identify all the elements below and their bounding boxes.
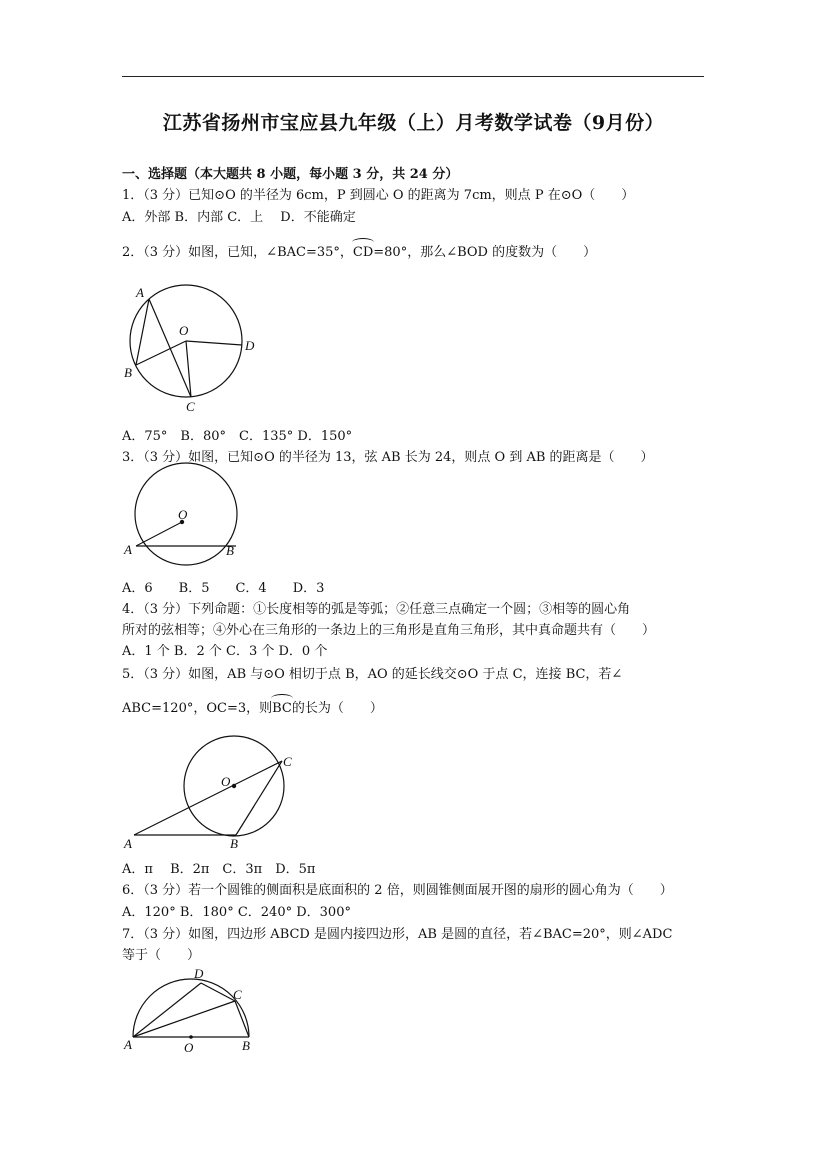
header-rule: [122, 76, 704, 77]
q7-stem-line1: 7．（3 分）如图，四边形 ABCD 是圆内接四边形，AB 是圆的直径，若∠BAC=20°，则∠ADC: [122, 927, 673, 942]
q2-chord-ab: [136, 299, 149, 365]
q7-label-d: D: [194, 966, 204, 981]
q2-label-c: C: [186, 399, 195, 414]
q2-label-a: A: [136, 285, 144, 300]
q1-options: A．外部 B．内部 C．上 D．不能确定: [122, 210, 356, 225]
q1-stem: 1．（3 分）已知⊙O 的半径为 6cm，P 到圆心 O 的距离为 7cm，则点 P 在⊙O（ ）: [122, 188, 635, 203]
q5-arc-bc: BC: [272, 701, 292, 716]
q2-figure: [122, 282, 272, 418]
q6-stem: 6．（3 分）若一个圆锥的侧面积是底面积的 2 倍，则圆锥侧面展开图的扇形的圆心角为（ ）: [122, 883, 673, 898]
q5-label-o: O: [221, 774, 231, 789]
q7-center-o: [189, 1035, 193, 1039]
section-heading: 一、选择题（本大题共 8 小题，每小题 3 分，共 24 分）: [122, 167, 459, 182]
page-title: 江苏省扬州市宝应县九年级（上）月考数学试卷（9月份）: [162, 112, 665, 134]
q5-label-c: C: [283, 754, 292, 769]
q2-chord-ac: [149, 299, 191, 397]
q5-stem2-a: ABC=120°，OC=3，则: [122, 701, 273, 716]
q7-chord-ad: [133, 983, 201, 1037]
q2-label-o: O: [179, 323, 189, 338]
q5-stem2-b: 的长为（ ）: [291, 701, 383, 716]
q7-label-o: O: [184, 1040, 194, 1055]
q7-stem-line2: 等于（ ）: [122, 948, 201, 963]
q4-options: A．1 个 B．2 个 C．3 个 D．0 个: [122, 644, 328, 659]
q7-label-a: A: [124, 1037, 132, 1052]
q5-label-b: B: [230, 836, 238, 851]
q3-stem: 3．（3 分）如图，已知⊙O 的半径为 13，弦 AB 长为 24，则点 O 到 AB 的距离是（ ）: [122, 450, 654, 465]
q2-arc-cd: CD: [352, 245, 374, 260]
q7-label-c: C: [233, 987, 242, 1002]
q3-radius-oa: [136, 522, 182, 546]
q3-label-a: A: [124, 542, 132, 557]
q4-stem-line2: 所对的弦相等；④外心在三角形的一条边上的三角形是直角三角形，其中真命题共有（ ）: [122, 623, 656, 638]
q3-label-b: B: [226, 543, 234, 558]
q7-semicircle: [133, 979, 249, 1037]
q5-figure: [122, 730, 302, 854]
q3-label-o: O: [178, 507, 188, 522]
q5-line-ac: [134, 761, 282, 835]
q7-label-b: B: [242, 1038, 250, 1053]
q2-label-b: B: [124, 365, 132, 380]
q2-stem: [122, 244, 596, 262]
q2-radius-od: [186, 341, 242, 345]
q7-chord-ac: [133, 1001, 235, 1037]
q3-options: A．6 B．5 C．4 D．3: [122, 581, 325, 596]
q5-stem-line1: 5．（3 分）如图，AB 与⊙O 相切于点 B，AO 的延长线交⊙O 于点 C，连接 BC，若∠: [122, 667, 623, 682]
q2-label-d: D: [245, 338, 255, 353]
q2-stem-a: 2．（3 分）如图，已知，∠BAC=35°，: [122, 245, 353, 260]
q5-options: A．π B．2π C．3π D．5π: [122, 862, 316, 877]
q2-options: A．75° B．80° C．135° D．150°: [122, 429, 353, 444]
q5-center-o: [232, 784, 236, 788]
q5-label-a: A: [124, 836, 132, 851]
q7-figure: [122, 964, 267, 1060]
q4-stem-line1: 4．（3 分）下列命题：①长度相等的弧是等弧；②任意三点确定一个圆；③相等的圆心角: [122, 602, 631, 617]
q6-options: A．120° B．180° C．240° D．300°: [122, 905, 351, 920]
q2-radius-ob: [136, 341, 186, 365]
q5-stem-line2: [122, 700, 383, 718]
q3-figure: [122, 466, 252, 566]
q2-stem-b: =80°，那么∠BOD 的度数为（ ）: [373, 245, 597, 260]
